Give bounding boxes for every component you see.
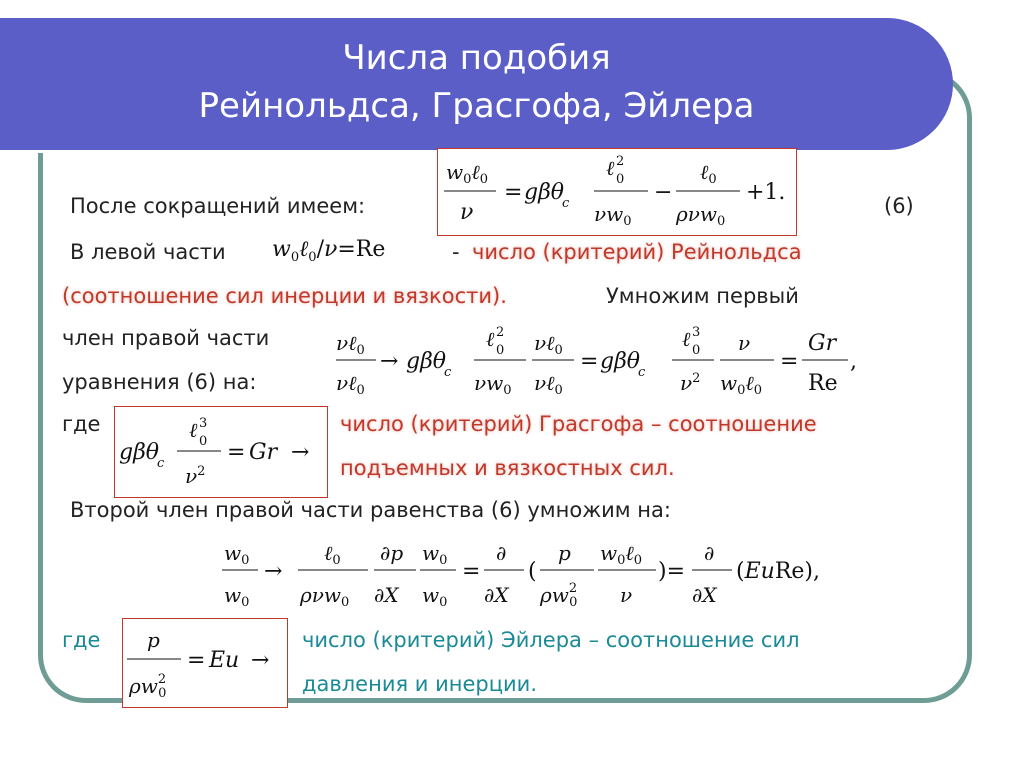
svg-text:2: 2 <box>616 154 625 169</box>
svg-text:ρw20: $\rho w^2$ 0 <box>129 672 167 701</box>
svg-text:→: → <box>291 440 310 465</box>
svg-text:(EuRe),: (EuRe), <box>736 559 820 584</box>
svg-text:=: = <box>227 440 246 465</box>
left-part-text: В левой части <box>70 240 226 264</box>
after-reductions-text: После сокращений имеем: <box>70 194 366 218</box>
where-text-2: где <box>62 628 101 652</box>
where-text-1: где <box>62 412 101 436</box>
svg-text:c: c <box>562 196 570 211</box>
reynolds-ratio-text: (соотношение сил инерции и вязкости). <box>62 284 507 308</box>
svg-text:0: 0 <box>199 434 208 449</box>
svg-text:Gr: Gr <box>808 331 837 356</box>
svg-text:0: 0 <box>692 343 701 358</box>
svg-text:c: c <box>444 365 452 380</box>
svg-text:ρνw0: ρνw$_0$ <box>300 583 350 610</box>
multiply-first-text: Умножим первый <box>606 284 799 308</box>
svg-text:gβθ: gβθ <box>406 349 447 374</box>
equation6-by-text: уравнения (6) на: <box>62 370 257 394</box>
svg-text:ℓ: ℓ <box>606 156 615 180</box>
svg-text:ℓ0: ℓ$_0$ <box>700 160 717 187</box>
grashof-line-2: подъемных и вязкостных сил. <box>340 456 675 480</box>
title-line-1: Числа подобия <box>342 38 611 78</box>
svg-text:0: 0 <box>616 172 625 187</box>
svg-text:+1.: +1. <box>746 180 786 205</box>
svg-text:=: = <box>504 180 523 205</box>
reynolds-number-text: число (критерий) Рейнольдса <box>472 240 802 264</box>
grashof-transform-formula <box>334 318 874 406</box>
svg-text:∂: ∂ <box>496 541 507 565</box>
grashof-definition-box <box>114 406 328 498</box>
svg-text:w0: $w_0$ <box>422 541 448 568</box>
svg-text:νℓ0: νℓ$_0$ <box>336 371 365 398</box>
svg-text:0: 0 <box>496 343 505 358</box>
svg-text:∂p: ∂p <box>380 541 404 565</box>
svg-text:→: → <box>251 648 270 673</box>
svg-text:3: 3 <box>199 416 208 431</box>
svg-text:∂X: ∂X <box>692 583 717 607</box>
svg-text:νw0: $\nu w_0$ <box>594 202 632 229</box>
svg-text:=: = <box>462 559 481 584</box>
svg-text:νℓ0: νℓ$_0$ <box>534 371 563 398</box>
svg-text:−: − <box>654 180 673 205</box>
svg-text:w0ℓ0: $w_0\ell_0$ <box>446 160 489 187</box>
svg-text:=: = <box>580 349 599 374</box>
svg-text:→: → <box>264 559 283 584</box>
svg-text:w0: $w_0$ <box>224 583 250 610</box>
svg-text:ν: ν <box>738 331 751 355</box>
svg-text:gβθ: gβθ <box>600 349 641 374</box>
svg-text:Re: Re <box>808 371 838 396</box>
euler-line-1: число (критерий) Эйлера – соотношение сил <box>302 628 800 652</box>
svg-text:ℓ: ℓ <box>486 327 495 351</box>
svg-text:ν: ν <box>460 200 474 225</box>
svg-text:w0ℓ0/ν=Re: $w_0\ell_0/\nu=Re$ <box>272 237 386 265</box>
term-right-part-text: член правой части <box>62 326 270 350</box>
equation-number-6: (6) <box>884 194 914 218</box>
svg-text:∂X: ∂X <box>374 583 399 607</box>
reynolds-formula <box>270 226 440 272</box>
grashof-definition-formula <box>115 407 327 497</box>
svg-text:Gr: Gr <box>249 440 278 465</box>
svg-text:2: 2 <box>496 325 505 340</box>
svg-text:w0: $w_0$ <box>422 583 448 610</box>
svg-text:ρw20: $\rho w^2$ 0 <box>540 581 578 610</box>
euler-line-2: давления и инерции. <box>302 672 538 696</box>
svg-text:νw0: $\nu w_0$ <box>474 371 512 398</box>
euler-definition-box <box>122 618 288 708</box>
svg-text:νℓ0: νℓ$_0$ <box>534 331 563 358</box>
euler-transform-formula <box>220 530 860 616</box>
svg-text:Eu: Eu <box>209 648 240 673</box>
svg-text:c: c <box>157 456 165 471</box>
dash-text: - <box>452 240 460 264</box>
svg-text:p: p <box>558 541 571 565</box>
svg-text:=: = <box>780 349 799 374</box>
svg-text:)=: )= <box>658 559 686 584</box>
equation-6-box <box>437 148 797 236</box>
svg-text:ν: ν <box>620 583 633 607</box>
svg-text:=: = <box>187 648 206 673</box>
title-bar <box>0 18 953 150</box>
second-term-text: Второй член правой части равенства (6) умножим на: <box>70 498 671 522</box>
svg-text:c: c <box>638 365 646 380</box>
grashof-line-1: число (критерий) Грасгофа – соотношение <box>340 412 817 436</box>
svg-text:νℓ0: νℓ$_0$ <box>336 331 365 358</box>
svg-text:w0: $w_0$ <box>224 541 250 568</box>
svg-text:ℓ0: ℓ$_0$ <box>324 541 341 568</box>
svg-text:→: → <box>380 349 399 374</box>
svg-text:w0ℓ0: $w_0\ell_0$ <box>600 541 643 568</box>
svg-text:,: , <box>850 349 857 374</box>
svg-text:∂: ∂ <box>704 541 715 565</box>
svg-text:(: ( <box>528 559 537 584</box>
equation-6 <box>438 149 796 235</box>
svg-text:ℓ: ℓ <box>189 418 198 442</box>
svg-text:w0ℓ0: $w_0\ell_0$ <box>720 371 763 398</box>
svg-text:ℓ: ℓ <box>682 327 691 351</box>
svg-text:gβθ: gβθ <box>119 440 160 465</box>
title-line-2: Рейнольдса, Грасгофа, Эйлера <box>198 86 755 126</box>
svg-text:ν2: $\nu^2$ <box>680 371 701 395</box>
svg-text:∂X: ∂X <box>484 583 509 607</box>
svg-text:ν2: $\nu^2$ <box>185 464 206 488</box>
svg-text:gβθ: gβθ <box>524 180 565 205</box>
euler-definition-formula <box>123 619 287 707</box>
svg-text:ρνw0: ρνw$_0$ <box>676 202 726 229</box>
svg-text:3: 3 <box>692 325 701 340</box>
svg-text:p: p <box>147 628 160 652</box>
